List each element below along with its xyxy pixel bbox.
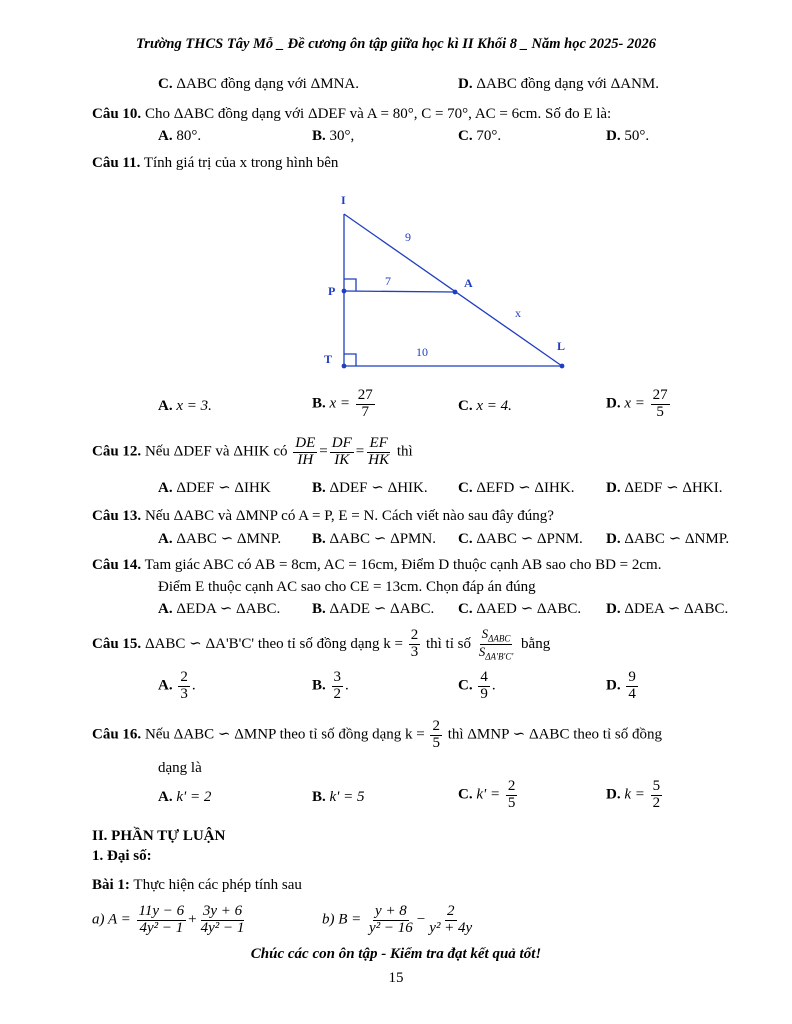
question-label: Câu 15.	[92, 635, 142, 652]
option-label: A.	[158, 531, 173, 547]
option-text: ΔABC đồng dạng với ΔANM.	[476, 76, 659, 92]
q15-option-a: A. $\frac{2}{3}$ .	[158, 669, 196, 702]
option-label: A.	[158, 677, 173, 694]
part2-subtitle: 1. Đại số:	[92, 848, 152, 864]
numerator: 2	[410, 627, 419, 644]
q13-stem	[92, 508, 554, 525]
q11-option-d	[606, 388, 672, 421]
fraction	[506, 779, 518, 812]
right-angle-t	[344, 354, 356, 366]
option-text: ΔEDF ∽ ΔHKI.	[624, 480, 723, 496]
q12-option-a	[158, 478, 271, 497]
q13-option-a	[158, 529, 281, 548]
option-label: D.	[606, 480, 621, 496]
numerator: 2	[447, 903, 455, 919]
option-text: ΔEFD ∽ ΔIHK.	[476, 480, 575, 496]
option-text: 80°.	[176, 128, 202, 144]
q11-option-a	[158, 398, 212, 415]
exercise-text: Thực hiện các phép tính sau	[133, 877, 302, 893]
fraction	[330, 436, 354, 469]
q11-stem	[92, 155, 338, 172]
numerator: 9	[628, 669, 636, 685]
q11-option-b	[312, 388, 377, 421]
exercise-label: Bài 1:	[92, 877, 130, 893]
option-label: B.	[312, 531, 326, 547]
fraction	[427, 904, 474, 937]
denominator: 3	[410, 644, 419, 661]
question-label: Câu 13.	[92, 508, 142, 524]
point-t-dot	[342, 364, 347, 369]
option-label: B.	[312, 677, 326, 694]
fraction	[366, 436, 391, 469]
fraction	[409, 628, 421, 661]
q12-option-b	[312, 478, 428, 497]
numerator: y + 8	[375, 903, 407, 919]
option-text: k' =	[476, 786, 501, 803]
page-number: 15	[388, 970, 404, 986]
question-text-tail: thì ΔMNP ∽ ΔABC theo tỉ số đồng	[447, 726, 662, 743]
option-text: 30°,	[329, 128, 355, 144]
option-label: B.	[312, 789, 326, 805]
option-label: D.	[606, 128, 621, 144]
exercise-1	[92, 877, 302, 894]
option-label: D.	[606, 395, 621, 412]
numerator: 27	[357, 387, 373, 403]
option-label: A.	[158, 398, 173, 414]
option-label: C.	[458, 786, 473, 803]
option-label: D.	[606, 531, 621, 547]
question-text: ΔABC ∽ ΔA'B'C' theo tỉ số đồng dạng k =	[144, 635, 403, 652]
q10-option-a	[158, 128, 201, 145]
fraction	[478, 670, 490, 703]
q12-option-c	[458, 478, 574, 497]
denominator: 2	[652, 794, 661, 811]
denominator: 4y² − 1	[200, 919, 245, 936]
question-text: Nếu ΔABC và ΔMNP có A = P, E = N. Cách viết nào sau đây đúng?	[144, 508, 554, 524]
option-text: x =	[329, 395, 351, 412]
q15-option-d	[606, 670, 640, 703]
question-text: Tam giác ABC có AB = 8cm, AC = 16cm, Điểm D thuộc cạnh AB sao cho BD = 2cm.	[144, 557, 662, 573]
option-text: ΔABC ∽ ΔNMP.	[624, 531, 730, 547]
option-text: ΔABC ∽ ΔPMN.	[329, 531, 436, 547]
option-text: 50°.	[624, 128, 650, 144]
q16-option-a	[158, 789, 211, 806]
question-text: Nếu ΔDEF và ΔHIK có	[144, 443, 288, 460]
area-symbol: S	[478, 644, 486, 660]
q12-option-d	[606, 478, 722, 497]
right-angle-p	[344, 279, 356, 291]
fraction	[626, 670, 638, 703]
numerator: 2	[507, 778, 516, 794]
q11-option-c	[458, 398, 512, 415]
q13-option-d	[606, 529, 729, 548]
option-label: C.	[458, 480, 473, 496]
length-tl-label: 10	[416, 345, 428, 359]
point-i-label: I	[341, 193, 346, 207]
part2-title: II. PHẦN TỰ LUẬN	[92, 828, 226, 844]
q13-option-b	[312, 529, 436, 548]
q10-stem	[92, 106, 611, 123]
q14-stem-line2: Điểm E thuộc cạnh AC sao cho CE = 13cm. Chọn đáp án đúng	[158, 579, 536, 595]
q16-stem	[92, 719, 662, 752]
denominator: 5	[507, 794, 516, 811]
option-label: C.	[458, 601, 473, 617]
denominator: 7	[361, 403, 370, 420]
option-text: ΔEDA ∽ ΔABC.	[176, 601, 281, 617]
q14-option-c	[458, 599, 581, 618]
length-pa-label: 7	[385, 274, 391, 288]
q9-option-c	[158, 76, 359, 93]
option-label: C.	[458, 677, 473, 694]
denominator: 3	[180, 685, 188, 702]
numerator: 2	[180, 669, 188, 685]
denominator: 4	[628, 685, 636, 702]
page-header: Trường THCS Tây Mỗ _ Đề cương ôn tập giữa học kì II Khối 8 _ Năm học 2025- 2026	[135, 36, 657, 52]
operator: −	[416, 911, 426, 928]
denominator: 2	[333, 685, 342, 702]
q14-option-a	[158, 599, 280, 618]
fraction	[430, 719, 442, 752]
fraction	[651, 388, 670, 421]
exercise-1b	[322, 904, 476, 937]
question-text-tail: bằng	[521, 635, 551, 652]
point-l-label: L	[557, 339, 566, 353]
option-text: k' = 5	[329, 789, 365, 805]
numerator: 2	[432, 718, 440, 734]
question-label: Câu 12.	[92, 443, 142, 460]
segment-pa	[344, 291, 455, 292]
q14-option-d	[606, 599, 728, 618]
numerator: DE	[295, 435, 316, 451]
q9-option-d	[458, 76, 659, 93]
operator: +	[188, 911, 197, 928]
option-text: x = 4.	[476, 398, 512, 414]
option-text: ΔDEA ∽ ΔABC.	[624, 601, 729, 617]
option-label: D.	[606, 786, 621, 803]
option-text: ΔABC ∽ ΔMNP.	[176, 531, 282, 547]
numerator: 3	[333, 669, 342, 685]
option-text: k =	[624, 786, 645, 803]
option-label: D.	[606, 677, 621, 694]
option-text: ΔABC ∽ ΔPNM.	[476, 531, 583, 547]
numerator: 5	[652, 778, 661, 794]
q15-option-c: C. $\frac{4}{9}$ .	[458, 669, 496, 702]
question-text: Nếu ΔABC ∽ ΔMNP theo tỉ số đồng dạng k =	[144, 726, 425, 743]
denominator: y² − 16	[369, 919, 413, 936]
option-text: ΔAED ∽ ΔABC.	[476, 601, 582, 617]
option-label: B.	[312, 480, 326, 496]
option-text: ΔDEF ∽ ΔIHK	[176, 480, 271, 496]
option-text: x = 3.	[176, 398, 212, 414]
fraction	[137, 904, 187, 937]
area-symbol: S	[481, 626, 489, 641]
option-label: B.	[312, 395, 326, 412]
numerator: DF	[331, 435, 352, 451]
option-text: 70°.	[476, 128, 502, 144]
option-text: ΔDEF ∽ ΔHIK.	[329, 480, 428, 496]
q10-option-c	[458, 128, 501, 145]
q14-stem	[92, 557, 661, 574]
option-text: x =	[624, 395, 645, 412]
fraction	[332, 670, 344, 703]
q16-option-b	[312, 789, 365, 806]
numerator: 3y + 6	[202, 903, 243, 919]
question-text-mid: thì tỉ số	[425, 635, 471, 652]
denominator: IK	[334, 451, 350, 468]
denominator	[477, 645, 516, 662]
segment-il	[344, 214, 562, 366]
exercise-1a	[92, 904, 248, 937]
option-text: ΔADE ∽ ΔABC.	[329, 601, 435, 617]
point-p-label: P	[328, 284, 336, 298]
option-label: C.	[158, 76, 173, 92]
point-a-label: A	[464, 276, 473, 290]
q15-stem	[92, 627, 550, 662]
q16-option-c	[458, 779, 519, 812]
question-text: Cho ΔABC đồng dạng với ΔDEF và A = 80°, C = 70°, AC = 6cm. Số đo E là:	[144, 106, 612, 122]
expression-prefix: a) A =	[92, 911, 131, 928]
numerator: EF	[369, 435, 388, 451]
denominator: 5	[656, 403, 664, 420]
option-text: k' = 2	[176, 789, 212, 805]
area-subscript: ΔABC	[488, 633, 511, 644]
question-label: Câu 10.	[92, 106, 142, 122]
q16-stem-line2: dạng là	[158, 760, 202, 776]
point-p-dot	[342, 289, 347, 294]
expression-prefix: b) B =	[322, 911, 362, 928]
option-label: D.	[606, 601, 621, 617]
option-label: B.	[312, 128, 326, 144]
q16-option-d	[606, 779, 664, 812]
fraction	[356, 388, 375, 421]
q15-option-b: B. $\frac{3}{2}$ .	[312, 669, 349, 702]
point-l-dot	[560, 364, 565, 369]
fraction	[178, 670, 190, 703]
denominator: 9	[480, 685, 488, 702]
option-label: C.	[458, 531, 473, 547]
denominator: 4y² − 1	[139, 919, 184, 936]
denominator: y² + 4y	[429, 919, 473, 936]
option-label: A.	[158, 128, 173, 144]
q13-option-c	[458, 529, 583, 548]
option-label: A.	[158, 480, 173, 496]
point-a-dot	[453, 290, 458, 295]
q11-triangle-figure	[310, 188, 590, 378]
denominator: HK	[368, 451, 390, 468]
numerator: 4	[480, 669, 488, 685]
option-label: D.	[458, 76, 473, 92]
question-text: Tính giá trị của x trong hình bên	[143, 155, 339, 171]
option-label: C.	[458, 128, 473, 144]
option-text: ΔABC đồng dạng với ΔMNA.	[176, 76, 359, 92]
option-label: C.	[458, 398, 473, 414]
area-ratio	[477, 627, 516, 662]
numerator: 27	[652, 387, 668, 403]
point-t-label: T	[324, 352, 333, 366]
numerator	[480, 627, 513, 645]
q10-option-b	[312, 128, 354, 145]
area-subscript: ΔA'B'C'	[485, 651, 514, 662]
option-label: A.	[158, 789, 173, 805]
denominator: IH	[297, 451, 314, 468]
fraction	[199, 904, 247, 937]
q12-stem: Câu 12. Nếu ΔDEF và ΔHIK có $\frac{DE}{IH}$ = $\frac{DF}{IK}$ = $\frac{EF}{HK}$ thì	[92, 435, 413, 468]
denominator: 5	[432, 734, 440, 751]
option-label: B.	[312, 601, 326, 617]
q14-option-b	[312, 599, 434, 618]
q10-option-d	[606, 128, 649, 145]
question-label: Câu 14.	[92, 557, 142, 573]
question-label: Câu 16.	[92, 726, 142, 743]
fraction	[367, 904, 415, 937]
footer-message: Chúc các con ôn tập - Kiểm tra đạt kết quả tốt!	[250, 946, 542, 962]
question-label: Câu 11.	[92, 155, 141, 171]
option-label: A.	[158, 601, 173, 617]
length-al-label: x	[515, 306, 521, 320]
numerator: 11y − 6	[138, 903, 185, 919]
length-ia-label: 9	[405, 230, 411, 244]
fraction	[651, 779, 663, 812]
question-text-tail: thì	[396, 443, 413, 460]
fraction	[293, 436, 317, 469]
